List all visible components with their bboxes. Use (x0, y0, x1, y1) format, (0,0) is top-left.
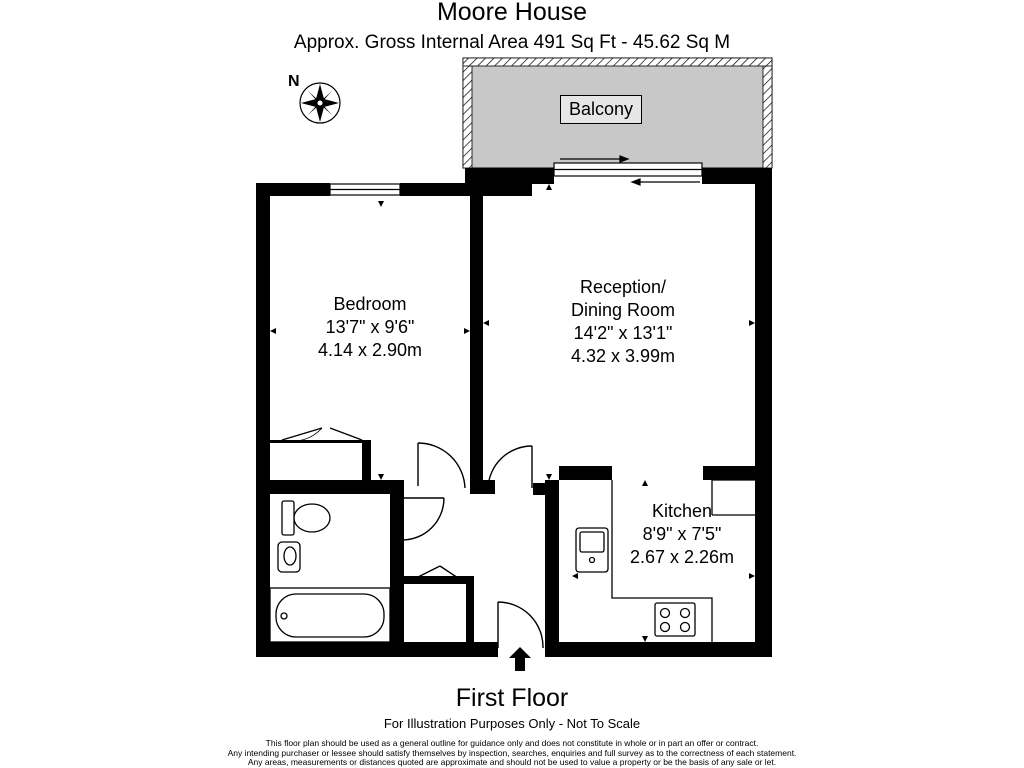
floor-label: First Floor (455, 684, 569, 712)
reception-metric: 4.32 x 3.99m (570, 346, 676, 366)
compass-rose-icon (300, 83, 340, 123)
reception-name-line1: Reception/ (579, 277, 667, 297)
property-title: Moore House (436, 0, 588, 26)
dimension-markers (270, 184, 755, 642)
disclaimer-line-3: Any areas, measurements or distances quoted are approximate and should not be used to value a property or be the basis of any sale or let. (247, 757, 777, 767)
bathroom-fixtures (270, 501, 390, 642)
balcony-label: Balcony (560, 95, 642, 124)
gross-area-line: Approx. Gross Internal Area 491 Sq Ft - 45.62 Sq M (293, 32, 731, 53)
walls (256, 168, 772, 657)
reception-imperial: 14'2" x 13'1" (573, 323, 673, 343)
bedroom-label (290, 293, 450, 362)
reception-name-line2: Dining Room (570, 300, 676, 320)
kitchen-label (602, 500, 762, 569)
north-label: N (288, 73, 300, 90)
reception-label (538, 276, 708, 368)
kitchen-metric: 2.67 x 2.26m (629, 547, 735, 567)
bedroom-imperial: 13'7" x 9'6" (325, 317, 415, 337)
kitchen-name: Kitchen (651, 501, 713, 521)
illustration-note: For Illustration Purposes Only - Not To Scale (383, 716, 641, 731)
bedroom-metric: 4.14 x 2.90m (317, 340, 423, 360)
disclaimer-line-1: This floor plan should be used as a general outline for guidance only and does not constitute in whole or in part an offer or contract. (265, 738, 759, 748)
disclaimer-line-2: Any intending purchaser or lessee should satisfy themselves by inspection, searches, enquiries and full survey as to the correctness of each statement. (227, 747, 797, 758)
entrance-arrow-icon (509, 647, 531, 671)
bedroom-name: Bedroom (333, 294, 407, 314)
kitchen-imperial: 8'9" x 7'5" (642, 524, 722, 544)
